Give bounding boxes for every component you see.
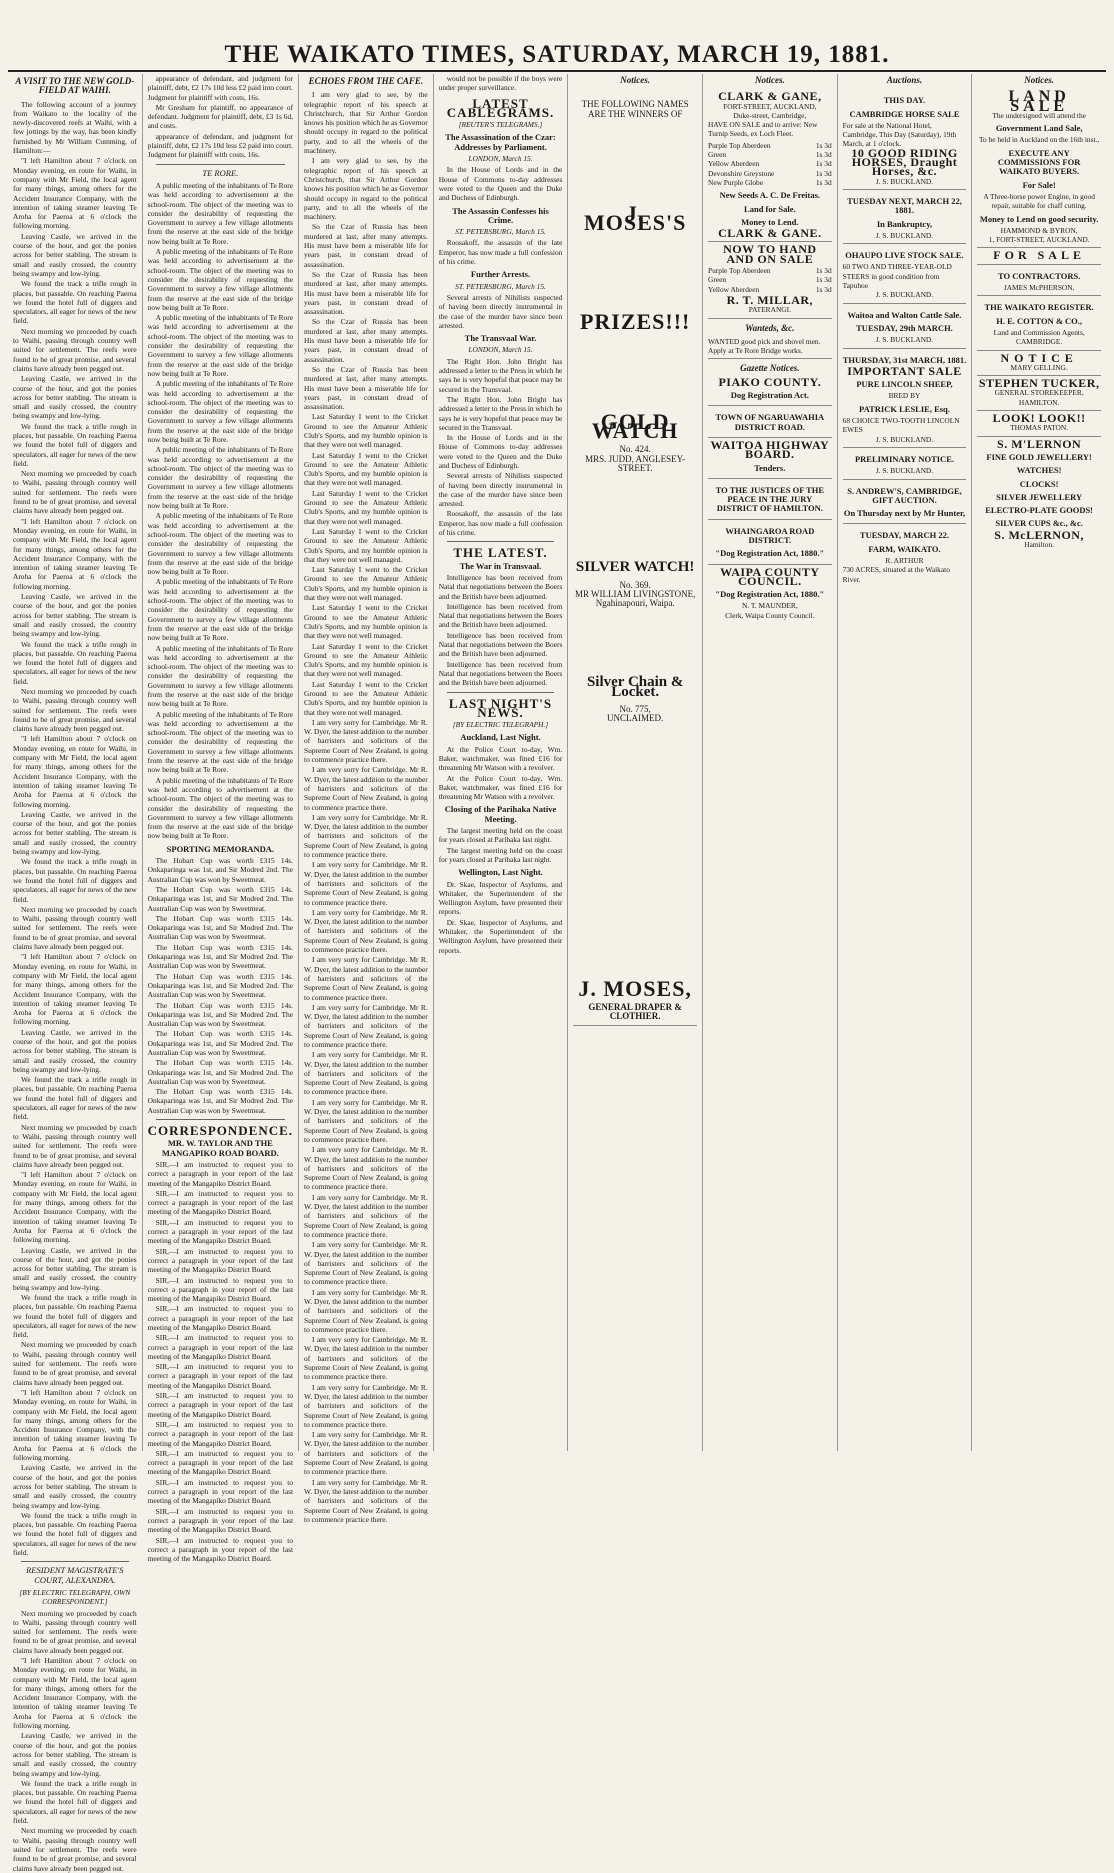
ad-title: H. E. COTTON & CO.,	[996, 315, 1083, 326]
divider	[156, 164, 285, 165]
section-heading: LAST NIGHT'S NEWS.	[448, 695, 553, 720]
ad-text: 730 ACRES, situated at the Waikato River.	[842, 565, 950, 584]
prize-winner: UNCLAIMED.	[607, 713, 664, 724]
article-paragraph: I am very sorry for Cambridge. Mr R. W. Dyer, the latest addition to the number of barristers and solicitors of the Supreme Court of New Zealand, is going to commence practice there.	[304, 1335, 428, 1382]
seed-list	[708, 266, 832, 294]
ad-subheading: Land for Sale.	[744, 203, 796, 214]
article-paragraph: So the Czar of Russia has been murdered at last, after many attempts. His must have been a miserable life for years past, in constant dread of assassination.	[304, 222, 428, 269]
column-6	[703, 74, 838, 1451]
ad-subheading: CLOCKS!	[1019, 478, 1059, 489]
news-text: Intelligence has been received from Natal that negotiations between the Boers and the British have been adjourned.	[438, 659, 563, 688]
article-paragraph: SIR,—I am instructed to request you to correct a paragraph in your report of the last meeting of the Mangapiko District Board.	[147, 1188, 294, 1217]
article-paragraph: SIR,—I am instructed to request you to correct a paragraph in your report of the last meeting of the Mangapiko District Board.	[147, 1419, 294, 1448]
ad-title: R. T. MILLAR,	[726, 292, 814, 307]
moses-advert	[573, 89, 697, 1025]
auctioneer: J. S. BUCKLAND.	[875, 434, 934, 444]
article-paragraph: We found the track a trifle rough in places, but passable. On reaching Paeroa we found the hotel full of diggers and speculators, all eager for news of the new field.	[13, 639, 137, 686]
ad-subheading: FINE GOLD JEWELLERY!	[986, 451, 1092, 462]
auctioneer: J. S. BUCKLAND.	[875, 335, 934, 345]
ad-title: NOTICE	[1000, 350, 1078, 365]
article-paragraph: SIR,—I am instructed to request you to correct a paragraph in your report of the last meeting of the Mangapiko District Board.	[147, 1333, 294, 1361]
farm-advert	[843, 524, 967, 586]
news-text: Intelligence has been received from Natal that negotiations between the Boers and the British have been adjourned.	[438, 630, 563, 659]
article-paragraph: would not be possible if the boys were under proper surveillance.	[438, 74, 563, 93]
article-paragraph: Last Saturday I went to the Cricket Ground to see the Amateur Athletic Club's Sports, and my humble opinion is that they were not well managed.	[304, 526, 428, 564]
article-paragraph: So the Czar of Russia has been murdered at last, after many attempts. His must have been a miserable life for years past, in constant dread of assassination.	[304, 317, 428, 364]
ohaupo-advert	[843, 244, 967, 303]
article-paragraph: appearance of defendant, and judgment for plaintiff, debt, £2 17s 10d less £2 paid into court. Judgment for plaintiff with costs, 16s.	[147, 74, 294, 102]
ad-address: PATERANGI.	[748, 305, 791, 315]
article-paragraph: The Hobart Cup was worth £315 14s. Onkaparinga was 1st, and Sir Modred 2nd. The Australian Cup was won by Sweetmeat.	[147, 913, 294, 942]
article-paragraph: A public meeting of the inhabitants of Te Rore was held according to advertisement at the school-room. The object of the meeting was to consider the desirability of requesting the Government to survey a few village allotments from the reserve at the east side of the bridge now being built at Te Rore.	[147, 775, 294, 841]
article-paragraph: I am very glad to see, by the telegraphic report of his speech at Christchurch, that Sir Arthur Gordon knows his position which he as Governor should occupy in regard to the political party, and to all the wheels of the machinery.	[304, 156, 428, 222]
article-paragraph: We found the track a trifle rough in places, but passable. On reaching Paeroa we found the hotel full of diggers and speculators, all eager for news of the new field.	[13, 1778, 137, 1826]
article-paragraph: A public meeting of the inhabitants of Te Rore was held according to advertisement at the school-room. The object of the meeting was to consider the desirability of requesting the Government to survey a few village allotments from the reserve at the east side of the bridge now being built at Te Rore.	[147, 247, 294, 312]
column-8	[972, 74, 1106, 1451]
divider	[447, 541, 555, 542]
clark-advert	[708, 89, 832, 242]
ad-subheading: Tenders.	[754, 462, 786, 473]
article-paragraph: SIR,—I am instructed to request you to correct a paragraph in your report of the last meeting of the Mangapiko District Board.	[147, 1275, 294, 1304]
article-paragraph: The Hobart Cup was worth £315 14s. Onkaparinga was 1st, and Sir Modred 2nd. The Australian Cup was won by Sweetmeat.	[147, 856, 294, 884]
article-paragraph: Last Saturday I went to the Cricket Ground to see the Amateur Athletic Club's Sports, and my humble opinion is that they were not well managed.	[304, 412, 428, 450]
ad-title: LOOK! LOOK!!	[992, 411, 1086, 426]
section-heading: CORRESPONDENCE.	[147, 1123, 294, 1139]
ad-title: TO THE JUSTICES OF THE PEACE IN THE JURY DISTRICT OF HAMILTON.	[715, 484, 824, 514]
columns	[8, 74, 1106, 1873]
article-paragraph: I am very sorry for Cambridge. Mr R. W. Dyer, the latest addition to the number of barristers and solicitors of the Supreme Court of New Zealand, is going to commence practice there.	[304, 1382, 428, 1429]
auctioneer: J. S. BUCKLAND.	[875, 230, 934, 240]
article-paragraph: Next morning we proceeded by coach to Waihi, passing through country well suited for settlement. The reefs were found to be of great promise, and several claims have already been pegged out.	[13, 904, 137, 952]
section-heading: SPORTING MEMORANDA.	[166, 843, 275, 854]
section-heading: Wanteds, &c.	[745, 322, 795, 333]
article-paragraph: A public meeting of the inhabitants of Te Rore was held according to advertisement at the school-room. The object of the meeting was to consider the desirability of requesting the Government to survey a few village allotments from the reserve at the east side of the bridge now being built at Te Rore.	[147, 511, 294, 577]
article-paragraph: Leaving Castle, we arrived in the course of the hour, and got the ponies across for better stabling. The stream is small and easily crossed, the country being swampy and low-lying.	[13, 1463, 137, 1510]
list-item: Purple Top Aberdeen 1s 3d	[708, 140, 832, 150]
auctioneer: J. S. BUCKLAND.	[875, 290, 934, 300]
ad-text: GENERAL STOREKEEPER, HAMILTON.	[994, 388, 1084, 407]
article-paragraph: I am very sorry for Cambridge. Mr R. W. Dyer, the latest addition to the number of barristers and solicitors of the Supreme Court of New Zealand, is going to commence practice there.	[304, 860, 428, 907]
article-paragraph: "I left Hamilton about 7 o'clock on Monday evening, en route for Waihi, in company with Mr Field, the local agent for many things, among others for the Accident Insurance Company, with the intention of taking steamer leaving Te Aroha for Paeroa at 6 o'clock the following morning.	[13, 952, 137, 1027]
ad-title: PRELIMINARY NOTICE.	[854, 453, 954, 464]
article-paragraph: Last Saturday I went to the Cricket Ground to see the Amateur Athletic Club's Sports, and my humble opinion is that they were not well managed.	[304, 603, 428, 641]
article-paragraph: Leaving Castle, we arrived in the course of the hour, and got the ponies across for better stabling. The stream is small and easily crossed, the country being swampy and low-lying.	[13, 1245, 137, 1292]
justices-advert	[708, 479, 832, 520]
article-paragraph: SIR,—I am instructed to request you to correct a paragraph in your report of the last meeting of the Mangapiko District Board.	[147, 1506, 294, 1535]
prize-number: No. 424.	[619, 444, 651, 455]
ad-title: LAND SALE	[1008, 88, 1070, 115]
ad-title: WHAINGAROA ROAD DISTRICT.	[725, 525, 815, 545]
column-5	[568, 74, 703, 1451]
news-text: Roosakoff, the assassin of the late Emperor, has now made a full confession of his crime.	[438, 238, 563, 267]
article-paragraph: Next morning we proceeded by coach to Waihi, passing through country well suited for settlement. The reefs were found to be of great promise, and several claims have already been pegged out.	[13, 1826, 137, 1873]
ad-title: PRIZES!!!	[579, 309, 691, 335]
ad-text: To be held in Auckland on the 16th inst.,	[979, 135, 1100, 145]
ad-text: 68 CHOICE TWO-TOOTH LINCOLN EWES	[842, 416, 960, 435]
ad-subheading: SILVER CUPS &c., &c.	[995, 518, 1083, 529]
ad-text: 60 TWO AND THREE-YEAR-OLD STEERS in good condition from Tapuhoe	[842, 262, 952, 291]
article-paragraph: I am very glad to see, by the telegraphic report of his speech at Christchurch, that Sir Arthur Gordon knows his position which he as Governor should occupy in regard to the political party, and to all the wheels of the machinery.	[304, 90, 428, 156]
article-paragraph: A public meeting of the inhabitants of Te Rore was held according to advertisement at the school-room. The object of the meeting was to consider the desirability of requesting the Government to survey a few village allotments from the reserve at the east side of the bridge now being built at Te Rore.	[147, 313, 294, 378]
ad-subheading: Money to Lend.	[741, 216, 799, 227]
prize-title: SILVER WATCH!	[575, 559, 695, 576]
waitoa-sale-advert	[843, 304, 967, 349]
ad-address: 1, FORT-STREET, AUCKLAND.	[988, 235, 1090, 245]
ngaruawahia-advert	[708, 406, 832, 438]
article-paragraph: Leaving Castle, we arrived in the course of the hour, and got the ponies across for better stabling. The stream is small and easily crossed, the country being swampy and low-lying.	[13, 231, 137, 278]
article-paragraph: appearance of defendant, and judgment for plaintiff, debt, £2 17s 10d less £2 paid into court. Judgment for plaintiff with costs, 16s.	[147, 131, 294, 160]
ad-title: J. MOSES'S	[583, 200, 687, 236]
prize-winner: MRS. JUDD, ANGLESEY-STREET.	[585, 453, 686, 473]
ad-title: TO CONTRACTORS.	[997, 270, 1081, 281]
news-text: Dr. Skae, Inspector of Asylums, and Whitaker, the Superintendent of the Wellington Asylum, have presented their reports.	[438, 879, 563, 917]
article-paragraph: I am very sorry for Cambridge. Mr R. W. Dyer, the latest addition to the number of barristers and solicitors of the Supreme Court of New Zealand, is going to commence practice there.	[304, 717, 428, 765]
article-paragraph: A public meeting of the inhabitants of Te Rore was held according to advertisement at the school-room. The object of the meeting was to consider the desirability of requesting the Government to survey a few village allotments from the reserve at the east side of the bridge now being built at Te Rore.	[147, 379, 294, 444]
news-heading: Further Arrests.	[470, 269, 531, 280]
column-heading: Notices.	[1024, 75, 1055, 85]
signature: THOMAS PATON.	[1010, 423, 1069, 433]
ad-text: BRED BY	[888, 391, 921, 401]
ad-title: CAMBRIDGE HORSE SALE	[849, 108, 960, 119]
tucker-advert	[977, 376, 1101, 411]
gift-auction-advert	[843, 480, 967, 525]
whaingaroa-advert	[708, 520, 832, 565]
auctioneer: J. S. BUCKLAND.	[875, 466, 934, 476]
list-item: New Purple Globe 1s 3d	[708, 177, 832, 187]
divider	[156, 1119, 285, 1120]
ad-text: Land and Commission Agents, CAMBRIDGE.	[993, 327, 1085, 347]
article-paragraph: The Hobart Cup was worth £315 14s. Onkaparinga was 1st, and Sir Modred 2nd. The Australian Cup was won by Sweetmeat.	[147, 884, 294, 913]
ad-address: FORT-STREET, AUCKLAND,	[723, 101, 817, 111]
article-paragraph: We found the track a trifle rough in places, but passable. On reaching Paeroa we found the hotel full of diggers and speculators, all eager for news of the new field.	[13, 279, 137, 326]
section-heading: RESIDENT MAGISTRATE'S COURT, ALEXANDRA.	[26, 1565, 124, 1585]
register-advert	[977, 296, 1101, 350]
article-paragraph: Next morning we proceeded by coach to Waihi, passing through country well suited for settlement. The reefs were found to be of great promise, and several claims have already been pegged out.	[13, 1122, 137, 1169]
ad-text: HAVE ON SALE and to arrive: New Turnip Seeds, ex Loch Fleet.	[708, 120, 818, 139]
article-paragraph: Last Saturday I went to the Cricket Ground to see the Amateur Athletic Club's Sports, and my humble opinion is that they were not well managed.	[304, 679, 428, 717]
gazette-advert	[708, 359, 832, 406]
ad-subheading: New Seeds A. C. De Freitas.	[719, 190, 821, 201]
article-paragraph: So the Czar of Russia has been murdered at last, after many attempts. His must have been a miserable life for years past, in constant dread of assassination.	[304, 364, 428, 412]
signature: JAMES McPHERSON,	[1003, 283, 1075, 293]
news-text: The Right Hon. John Bright has addressed a letter to the Press in which he says he is very hopeful that peace may be secured in the Transvaal.	[438, 356, 563, 394]
article-paragraph: SIR,—I am instructed to request you to correct a paragraph in your report of the last meeting of the Mangapiko District Board.	[147, 1159, 294, 1188]
article-paragraph: I am very sorry for Cambridge. Mr R. W. Dyer, the latest addition to the number of barristers and solicitors of the Supreme Court of New Zealand, is going to commence practice there.	[304, 1002, 428, 1049]
article-paragraph: The following account of a journey from Waikato to the locality of the newly-discovered reefs at Waihi, with a few jottings by the way, has been kindly furnished by Mr William Cumming, of Hamilton:—	[13, 99, 137, 156]
news-text: Intelligence has been received from Natal that negotiations between the Boers and the British have been adjourned.	[438, 572, 563, 601]
article-paragraph: Next morning we proceeded by coach to Waihi, passing through country well suited for settlement. The reefs were found to be of great promise, and several claims have already been pegged out.	[13, 1608, 137, 1655]
byline: [BY ELECTRIC TELEGRAPH.]	[452, 720, 549, 730]
divider	[447, 692, 555, 693]
seed-list	[708, 141, 832, 187]
preliminary-advert	[843, 448, 967, 480]
section-heading: Gazette Notices.	[740, 363, 800, 374]
ad-subheading: TUESDAY, 29th MARCH.	[856, 322, 953, 333]
news-text: Dr. Skae, Inspector of Asylums, and Whitaker, the Superintendent of the Wellington Asylum, have presented their reports.	[438, 917, 563, 955]
article-paragraph: We found the track a trifle rough in places, but passable. On reaching Paeroa we found the hotel full of diggers and speculators, all eager for news of the new field.	[13, 421, 137, 468]
look-advert	[977, 411, 1101, 437]
ad-title: CLARK & GANE.	[718, 226, 822, 241]
article-paragraph: Next morning we proceeded by coach to Waihi, passing through country well suited for settlement. The reefs were found to be of great promise, and several claims have already been pegged out.	[13, 326, 137, 373]
wanted-advert	[708, 319, 832, 360]
article-paragraph: I am very sorry for Cambridge. Mr R. W. Dyer, the latest addition to the number of barristers and solicitors of the Supreme Court of New Zealand, is going to commence practice there.	[304, 907, 428, 955]
dateline: LONDON, March 15.	[468, 345, 533, 355]
ad-title: S. M'LERNON	[997, 436, 1082, 451]
ad-subheading: Money to Lend on good security.	[979, 213, 1099, 224]
prize-number: No. 775,	[619, 704, 651, 715]
horse-sale-advert	[843, 89, 967, 190]
contractors-advert	[977, 265, 1101, 297]
dateline: ST. PETERSBURG, March 15.	[455, 281, 546, 291]
column-3	[299, 74, 434, 1524]
ad-subheading: Government Land Sale,	[995, 123, 1083, 134]
ad-subheading: For Sale!	[1022, 179, 1056, 190]
section-heading: LATEST CABLEGRAMS.	[446, 95, 555, 120]
ad-title: WAITOA HIGHWAY BOARD.	[710, 437, 830, 462]
article-paragraph: Last Saturday I went to the Cricket Ground to see the Amateur Athletic Club's Sports, and my humble opinion is that they were not well managed.	[304, 641, 428, 679]
news-text: The Right Hon. John Bright has addressed a letter to the Press in which he says he is very hopeful that peace may be secured in the Transvaal.	[438, 394, 563, 432]
article-paragraph: "I left Hamilton about 7 o'clock on Monday evening, en route for Waihi, in company with Mr Field, the local agent for many things, among others for the Accident Insurance Company, with the intention of taking steamer leaving Te Aroha for Paeroa at 6 o'clock the following morning.	[13, 734, 137, 809]
byline: [REUTER'S TELEGRAMS.]	[458, 120, 543, 130]
ad-text: A Three-horse power Engine, in good repair, suitable for chaff cutting.	[983, 191, 1095, 211]
ad-footer: Hamilton.	[1024, 539, 1055, 549]
signature: MARY GELLING.	[1010, 362, 1068, 372]
column-1	[8, 74, 143, 1873]
ad-subheading: TUESDAY, MARCH 22.	[859, 530, 950, 541]
article-paragraph: The Hobart Cup was worth £315 14s. Onkaparinga was 1st, and Sir Modred 2nd. The Australian Cup was won by Sweetmeat.	[147, 1000, 294, 1029]
article-paragraph: I am very sorry for Cambridge. Mr R. W. Dyer, the latest addition to the number of barristers and solicitors of the Supreme Court of New Zealand, is going to commence practice there.	[304, 1145, 428, 1192]
ad-title: STEPHEN TUCKER,	[978, 376, 1100, 391]
list-item: Yellow Aberdeen 1s 3d	[708, 159, 832, 169]
ad-subheading: EXECUTE ANY COMMISSIONS FOR WAIKATO BUYERS.	[997, 147, 1081, 177]
masthead: THE WAIKATO TIMES, SATURDAY, MARCH 19, 1881.	[8, 40, 1106, 72]
lincoln-sheep-advert	[843, 349, 967, 448]
article-paragraph: I am very sorry for Cambridge. Mr R. W. Dyer, the latest addition to the number of barristers and solicitors of the Supreme Court of New Zealand, is going to commence practice there.	[304, 765, 428, 812]
article-paragraph: SIR,—I am instructed to request you to correct a paragraph in your report of the last meeting of the Mangapiko District Board.	[147, 1448, 294, 1477]
dateline: ST. PETERSBURG, March 15.	[455, 227, 546, 237]
column-2	[143, 74, 299, 1564]
news-text: The largest meeting held on the coast for years closed at Parihaka last night.	[438, 826, 563, 845]
article-paragraph: Last Saturday I went to the Cricket Ground to see the Amateur Athletic Club's Sports, and my humble opinion is that they were not well managed.	[304, 450, 428, 488]
for-sale-advert	[977, 248, 1101, 264]
ad-subheading: SILVER JEWELLERY	[996, 491, 1083, 502]
column-heading: Notices.	[620, 75, 651, 85]
news-heading: The Transvaal War.	[464, 333, 537, 344]
article-paragraph: The Hobart Cup was worth £315 14s. Onkaparinga was 1st, and Sir Modred 2nd. The Australian Cup was won by Sweetmeat.	[147, 971, 294, 1000]
news-text: In the House of Lords and in the House of Commons to-day addresses were voted to the Queen and the Duke and Duchess of Edinburgh.	[438, 433, 563, 470]
article-paragraph: We found the track a trifle rough in places, but passable. On reaching Paeroa we found the hotel full of diggers and speculators, all eager for news of the new field.	[13, 857, 137, 904]
ad-title: TOWN OF NGARUAWAHIA DISTRICT ROAD.	[715, 412, 825, 432]
auctioneer: J. S. BUCKLAND.	[875, 176, 934, 186]
ad-subheading: Dog Registration Act.	[730, 390, 809, 401]
ad-subheading: "Dog Registration Act, 1880."	[715, 589, 825, 600]
column-heading: Notices.	[754, 75, 785, 85]
prize-title: GOLD WATCH	[591, 408, 679, 444]
ad-title: NOW TO HAND AND ON SALE	[723, 242, 817, 266]
article-paragraph: "I left Hamilton about 7 o'clock on Monday evening, en route for Waihi, in company with Mr Field, the local agent for many things, among others for the Accident Insurance Company, with the intention of taking steamer leaving Te Aroha for Paeroa at 6 o'clock the following morning.	[13, 1170, 137, 1245]
byline: [BY ELECTRIC TELEGRAPH, OWN CORRESPONDENT.]	[19, 1587, 131, 1607]
ad-title: PURE LINCOLN SHEEP,	[856, 379, 953, 390]
auctioneer: R. ARTHUR	[885, 555, 924, 565]
prize-title: Silver Chain & Locket.	[586, 674, 684, 700]
millar-advert	[708, 242, 832, 318]
article-paragraph: Leaving Castle, we arrived in the course of the hour, and got the ponies across for better stabling. The stream is small and easily crossed, the country being swampy and low-lying.	[13, 374, 137, 421]
article-paragraph: Next morning we proceeded by coach to Waihi, passing through country well suited for settlement. The reefs were found to be of great promise, and several claims have already been pegged out.	[13, 687, 137, 734]
article-paragraph: The Hobart Cup was worth £315 14s. Onkaparinga was 1st, and Sir Modred 2nd. The Australian Cup was won by Sweetmeat.	[147, 942, 294, 971]
article-paragraph: Next morning we proceeded by coach to Waihi, passing through country well suited for settlement. The reefs were found to be of great promise, and several claims have already been pegged out.	[13, 1340, 137, 1387]
ad-subheading: ELECTRO-PLATE GOODS!	[985, 505, 1094, 516]
ad-footer-name: J. MOSES,	[578, 975, 692, 1001]
ad-intro: THE FOLLOWING NAMES ARE THE WINNERS OF	[581, 99, 689, 119]
section-subheading: MR. W. TAYLOR AND THE MANGAPIKO ROAD BOARD.	[161, 1138, 279, 1158]
prize-winner: MR WILLIAM LIVINGSTONE, Ngahinapouri, Waipa.	[574, 588, 696, 609]
news-heading: Auckland, Last Night.	[460, 732, 541, 743]
article-paragraph: I am very sorry for Cambridge. Mr R. W. Dyer, the latest addition to the number of barristers and solicitors of the Supreme Court of New Zealand, is going to commence practice there.	[304, 812, 428, 860]
bankruptcy-advert	[843, 190, 967, 244]
article-paragraph: A public meeting of the inhabitants of Te Rore was held according to advertisement at the school-room. The object of the meeting was to consider the desirability of requesting the Government to survey a few village allotments from the reserve at the east side of the bridge now being built at Te Rore.	[147, 180, 294, 246]
dateline: LONDON, March 15.	[468, 154, 533, 164]
article-paragraph: Leaving Castle, we arrived in the course of the hour, and got the ponies across for better stabling. The stream is small and easily crossed, the country being swampy and low-lying.	[13, 1731, 137, 1778]
ad-title: PIAKO COUNTY.	[718, 374, 822, 389]
ad-title: 10 GOOD RIDING HORSES, Draught Horses, &c.	[851, 145, 958, 179]
ad-title: OHAUPO LIVE STOCK SALE.	[845, 250, 964, 261]
divider	[21, 1561, 129, 1562]
column-heading: Auctions.	[886, 75, 923, 85]
article-paragraph: The Hobart Cup was worth £315 14s. Onkaparinga was 1st, and Sir Modred 2nd. The Australian Cup was won by Sweetmeat.	[147, 1087, 294, 1115]
ad-title: Waitoa and Walton Cattle Sale.	[847, 309, 962, 320]
ad-address: Duke-street, Cambridge,	[733, 110, 807, 120]
ad-title: HAMMOND & BYRON,	[1000, 225, 1078, 235]
news-text: Several arrests of Nihilists suspected of having been directly instrumental in the case of the murder have since been arrested.	[438, 292, 563, 330]
news-text: The largest meeting held on the coast for years closed at Parihaka last night.	[438, 845, 563, 864]
ad-title: In Bankruptcy,	[876, 218, 933, 229]
ad-title: PATRICK LESLIE, Esq.	[859, 403, 950, 414]
article-paragraph: I am very sorry for Cambridge. Mr R. W. Dyer, the latest addition to the number of barristers and solicitors of the Supreme Court of New Zealand, is going to commence practice there.	[304, 955, 428, 1002]
prize-number: No. 369.	[619, 579, 651, 590]
ad-title: FOR SALE	[993, 248, 1085, 263]
ad-title: IMPORTANT SALE	[847, 363, 962, 378]
ad-footer-name: S. McLERNON,	[994, 527, 1084, 542]
article-paragraph: The Hobart Cup was worth £315 14s. Onkaparinga was 1st, and Sir Modred 2nd. The Australian Cup was won by Sweetmeat.	[147, 1029, 294, 1057]
news-text: Several arrests of Nihilists suspected of having been directly instrumental in the case of the murder have since been arrested.	[438, 471, 563, 509]
article-paragraph: We found the track a trifle rough in places, but passable. On reaching Paeroa we found the hotel full of diggers and speculators, all eager for news of the new field.	[13, 1075, 137, 1122]
list-item: Green 1s 3d	[708, 150, 832, 160]
ad-title: S. ANDREW'S, CAMBRIDGE, GIFT AUCTION.	[847, 485, 962, 505]
section-heading: TE RORE.	[202, 167, 239, 178]
article-paragraph: "I left Hamilton about 7 o'clock on Monday evening, en route for Waihi, in company with Mr Field, the local agent for many things, among others for the Accident Insurance Company, with the intention of taking steamer leaving Te Aroha for Paeroa at 6 o'clock the following morning.	[13, 1387, 137, 1463]
ad-title: FARM, WAIKATO.	[868, 543, 941, 554]
signature: N. T. MAUNDER,	[741, 601, 798, 611]
article-paragraph: I am very sorry for Cambridge. Mr R. W. Dyer, the latest addition to the number of barristers and solicitors of the Supreme Court of New Zealand, is going to commence practice there.	[304, 1287, 428, 1334]
news-text: Intelligence has been received from Natal that negotiations between the Boers and the British have been adjourned.	[438, 601, 563, 630]
article-paragraph: SIR,—I am instructed to request you to correct a paragraph in your report of the last meeting of the Mangapiko District Board.	[147, 1362, 294, 1390]
article-paragraph: "I left Hamilton about 7 o'clock on Monday evening, en route for Waihi, in company with Mr Field, the local agent for many things, among others for the Accident Insurance Company, with the intention of taking steamer leaving Te Aroha for Paeroa at 6 o'clock the following morning.	[13, 1655, 137, 1731]
article-paragraph: "I left Hamilton about 7 o'clock on Monday evening, en route for Waihi, in company with Mr Field, the local agent for many things, among others for the Accident Insurance Company, with the intention of taking steamer leaving Te Aroha for Paeroa at 6 o'clock the following morning.	[13, 156, 137, 231]
article-paragraph: SIR,—I am instructed to request you to correct a paragraph in your report of the last meeting of the Mangapiko District Board.	[147, 1217, 294, 1246]
waipa-advert	[708, 565, 832, 623]
news-heading: Closing of the Parihaka Native Meeting.	[444, 804, 557, 824]
article-paragraph: I am very sorry for Cambridge. Mr R. W. Dyer, the latest addition to the number of barristers and solicitors of the Supreme Court of New Zealand, is going to commence practice there.	[304, 1477, 428, 1524]
article-paragraph: A public meeting of the inhabitants of Te Rore was held according to advertisement at the school-room. The object of the meeting was to consider the desirability of requesting the Government to survey a few village allotments from the reserve at the east side of the bridge now being built at Te Rore.	[147, 577, 294, 643]
article-paragraph: I am very sorry for Cambridge. Mr R. W. Dyer, the latest addition to the number of barristers and solicitors of the Supreme Court of New Zealand, is going to commence practice there.	[304, 1240, 428, 1287]
article-paragraph: We found the track a trifle rough in places, but passable. On reaching Paeroa we found the hotel full of diggers and speculators, all eager for news of the new field.	[13, 1510, 137, 1558]
ad-subheading: TUESDAY NEXT, MARCH 22, 1881.	[847, 195, 962, 216]
article-paragraph: Last Saturday I went to the Cricket Ground to see the Amateur Athletic Club's Sports, and my humble opinion is that they were not well managed.	[304, 488, 428, 526]
article-paragraph: SIR,—I am instructed to request you to correct a paragraph in your report of the last meeting of the Mangapiko District Board.	[147, 1391, 294, 1419]
ad-footer: GENERAL DRAPER & CLOTHIER.	[588, 1001, 682, 1022]
news-text: At the Police Court to-day, Wm. Baker, watchmaker, was fined £16 for threatening Mr Watson with a revolver.	[438, 773, 563, 802]
article-paragraph: I am very sorry for Cambridge. Mr R. W. Dyer, the latest addition to the number of barristers and solicitors of the Supreme Court of New Zealand, is going to commence practice there.	[304, 1192, 428, 1239]
notice-advert	[977, 351, 1101, 377]
article-paragraph: I am very sorry for Cambridge. Mr R. W. Dyer, the latest addition to the number of barristers and solicitors of the Supreme Court of New Zealand, is going to commence practice there.	[304, 1430, 428, 1477]
land-sale-advert	[977, 89, 1101, 248]
article-paragraph: A public meeting of the inhabitants of Te Rore was held according to advertisement at the school-room. The object of the meeting was to consider the desirability of requesting the Government to survey a few village allotments from the reserve at the east side of the bridge now being built at Te Rore.	[147, 643, 294, 709]
article-paragraph: I am very sorry for Cambridge. Mr R. W. Dyer, the latest addition to the number of barristers and solicitors of the Supreme Court of New Zealand, is going to commence practice there.	[304, 1097, 428, 1144]
article-paragraph: I am very sorry for Cambridge. Mr R. W. Dyer, the latest addition to the number of barristers and solicitors of the Supreme Court of New Zealand, is going to commence practice there.	[304, 1050, 428, 1097]
article-paragraph: Mr Gresham for plaintiff, no appearance of defendant. Judgment for plaintiff, debt, £3 1s 6d, and costs.	[147, 102, 294, 131]
article-paragraph: SIR,—I am instructed to request you to correct a paragraph in your report of the last meeting of the Mangapiko District Board.	[147, 1304, 294, 1332]
list-item: Yellow Aberdeen 1s 3d	[708, 284, 832, 294]
waitoa-advert	[708, 438, 832, 479]
news-heading: The Assassin Confesses his Crime.	[452, 205, 549, 225]
article-paragraph: Leaving Castle, we arrived in the course of the hour, and got the ponies across for better stabling. The stream is small and easily crossed, the country being swampy and low-lying.	[13, 1027, 137, 1074]
list-item: Green 1s 3d	[708, 275, 832, 285]
list-item: Devonshire Greystone 1s 3d	[708, 168, 832, 178]
news-heading: The War in Transvaal.	[459, 560, 542, 571]
column-4	[434, 74, 569, 1451]
ad-title: THE WAIKATO REGISTER.	[984, 302, 1094, 313]
article-paragraph: Last Saturday I went to the Cricket Ground to see the Amateur Athletic Club's Sports, and my humble opinion is that they were not well managed.	[304, 565, 428, 603]
article-paragraph: The Hobart Cup was worth £315 14s. Onkaparinga was 1st, and Sir Modred 2nd. The Australian Cup was won by Sweetmeat.	[147, 1058, 294, 1086]
article-heading: ECHOES FROM THE CAFE.	[308, 76, 424, 86]
news-heading: The Assassination of the Czar: Addresses by Parliament.	[445, 132, 556, 152]
news-text: Roosakoff, the assassin of the late Emperor, has now made a full confession of his crime.	[438, 509, 563, 538]
article-paragraph: SIR,—I am instructed to request you to correct a paragraph in your report of the last meeting of the Mangapiko District Board.	[147, 1246, 294, 1275]
list-item: Purple Top Aberdeen 1s 3d	[708, 266, 832, 276]
mclernon-advert	[977, 437, 1101, 553]
article-heading: A VISIT TO THE NEW GOLD-FIELD AT WAIHI.	[15, 76, 135, 96]
ad-subheading: THIS DAY.	[883, 95, 926, 106]
article-paragraph: SIR,—I am instructed to request you to correct a paragraph in your report of the last meeting of the Mangapiko District Board.	[147, 1477, 294, 1506]
article-paragraph: SIR,—I am instructed to request you to correct a paragraph in your report of the last meeting of the Mangapiko District Board.	[147, 1535, 294, 1564]
ad-text: WANTED good pick and shovel men. Apply at Te Rore Bridge works.	[708, 336, 821, 356]
ad-subheading: On Thursday next by Mr Hunter,	[843, 508, 966, 519]
section-heading: THE LATEST.	[453, 545, 548, 561]
news-heading: Wellington, Last Night.	[458, 867, 543, 878]
article-paragraph: "I left Hamilton about 7 o'clock on Monday evening, en route for Waihi, in company with Mr Field, the local agent for many things, among others for the Accident Insurance Company, with the intention of taking steamer leaving Te Aroha for Paeroa at 6 o'clock the following morning.	[13, 516, 137, 591]
ad-subheading: "Dog Registration Act, 1880."	[715, 548, 825, 559]
article-paragraph: We found the track a trifle rough in places, but passable. On reaching Paeroa we found the hotel full of diggers and speculators, all eager for news of the new field.	[13, 1293, 137, 1340]
ad-title: CLARK & GANE,	[718, 89, 822, 104]
ad-subheading: WATCHES!	[1016, 465, 1062, 476]
signature-title: Clerk, Waipa County Council.	[725, 610, 815, 620]
article-paragraph: Leaving Castle, we arrived in the course of the hour, and got the ponies across for better stabling. The stream is small and easily crossed, the country being swampy and low-lying.	[13, 809, 137, 857]
ad-text: The undersigned will attend the	[992, 110, 1086, 120]
news-text: In the House of Lords and in the House of Commons to-day addresses were voted to the Queen and the Duke and Duchess of Edinburgh.	[438, 165, 563, 203]
article-paragraph: Next morning we proceeded by coach to Waihi, passing through country well suited for settlement. The reefs were found to be of great promise, and several claims have already been pegged out.	[13, 469, 137, 516]
ad-subheading: THURSDAY, 31st MARCH, 1881.	[842, 354, 967, 365]
column-7	[838, 74, 973, 1451]
article-paragraph: Leaving Castle, we arrived in the course of the hour, and got the ponies across for better stabling. The stream is small and easily crossed, the country being swampy and low-lying.	[13, 592, 137, 639]
ad-text: For sale at the National Hotel, Cambridge, This Day (Saturday), 19th March, at 1 o'clock.	[842, 120, 957, 149]
news-text: At the Police Court to-day, Wm. Baker, watchmaker, was fined £16 for threatening Mr Watson with a revolver.	[438, 744, 563, 773]
ad-title: WAIPA COUNTY COUNCIL.	[720, 564, 820, 588]
article-paragraph: A public meeting of the inhabitants of Te Rore was held according to advertisement at the school-room. The object of the meeting was to consider the desirability of requesting the Government to survey a few village allotments from the reserve at the east side of the bridge now being built at Te Rore.	[147, 445, 294, 511]
article-paragraph: A public meeting of the inhabitants of Te Rore was held according to advertisement at the school-room. The object of the meeting was to consider the desirability of requesting the Government to survey a few village allotments from the reserve at the east side of the bridge now being built at Te Rore.	[147, 709, 294, 775]
article-paragraph: So the Czar of Russia has been murdered at last, after many attempts. His must have been a miserable life for years past, in constant dread of assassination.	[304, 269, 428, 317]
